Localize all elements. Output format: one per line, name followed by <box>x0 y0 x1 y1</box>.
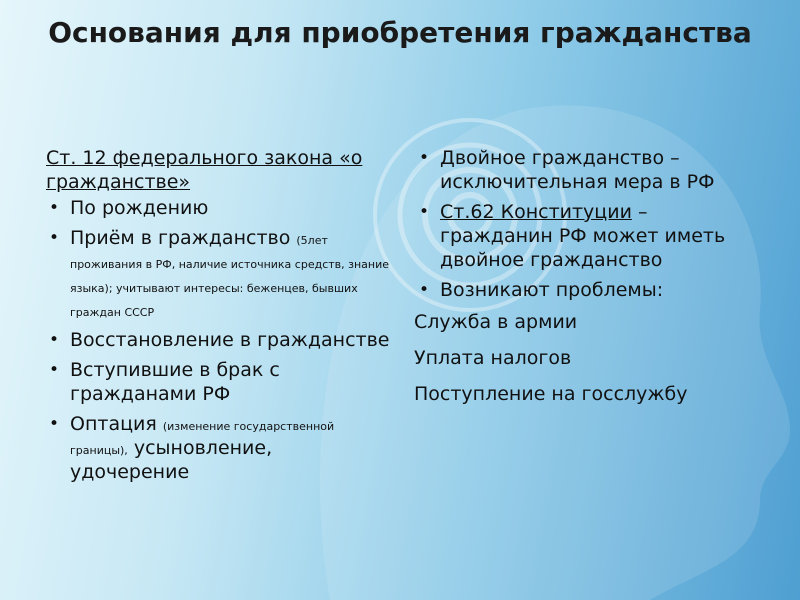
left-column <box>46 146 391 490</box>
dual-citizenship-list <box>416 146 761 302</box>
constitution-link[interactable]: Ст.62 Конституции <box>440 201 632 223</box>
bullet-icon: • <box>49 360 60 380</box>
bullet-icon: • <box>419 202 430 222</box>
list-item: • Оптация (изменение государственной границы), усыновление, удочерение <box>49 413 335 483</box>
bullet-icon: • <box>49 330 60 350</box>
item-note: (5лет проживания в РФ, наличие источника средств, знание языка); учитывают интересы: беженцев, бывших граждан СССР <box>70 234 390 319</box>
item-tail: усыновление, удочерение <box>70 437 273 483</box>
list-item: • Двойное гражданство – исключительная мера в РФ <box>419 147 715 193</box>
acquisition-grounds-list <box>46 196 391 484</box>
problem-civil-service: Поступление на госслужбу <box>414 383 688 405</box>
right-column <box>416 146 761 418</box>
item-note: (изменение государственной границы), <box>70 420 335 457</box>
list-item: • Восстановление в гражданстве <box>49 329 390 351</box>
slide-title: Основания для приобретения гражданства <box>48 16 752 49</box>
law-reference-heading: Ст. 12 федерального закона «о гражданстве» <box>46 147 363 193</box>
bullet-icon: • <box>49 228 60 248</box>
list-item: • Возникают проблемы: <box>419 279 664 301</box>
bullet-icon: • <box>419 280 430 300</box>
problem-taxes: Уплата налогов <box>414 347 572 369</box>
problem-military-service: Служба в армии <box>414 311 578 333</box>
list-item: • Приём в гражданство (5лет проживания в РФ, наличие источника средств, знание языка); учитывают интересы: беженцев, бывших граждан СССР <box>49 227 390 319</box>
list-item: • Ст.62 Конституции – гражданин РФ может иметь двойное гражданство <box>419 201 726 271</box>
bullet-icon: • <box>419 148 430 168</box>
list-item: • Вступившие в брак с гражданами РФ <box>49 359 280 405</box>
list-item: • По рождению <box>49 197 209 219</box>
bullet-icon: • <box>49 198 60 218</box>
bullet-icon: • <box>49 414 60 434</box>
